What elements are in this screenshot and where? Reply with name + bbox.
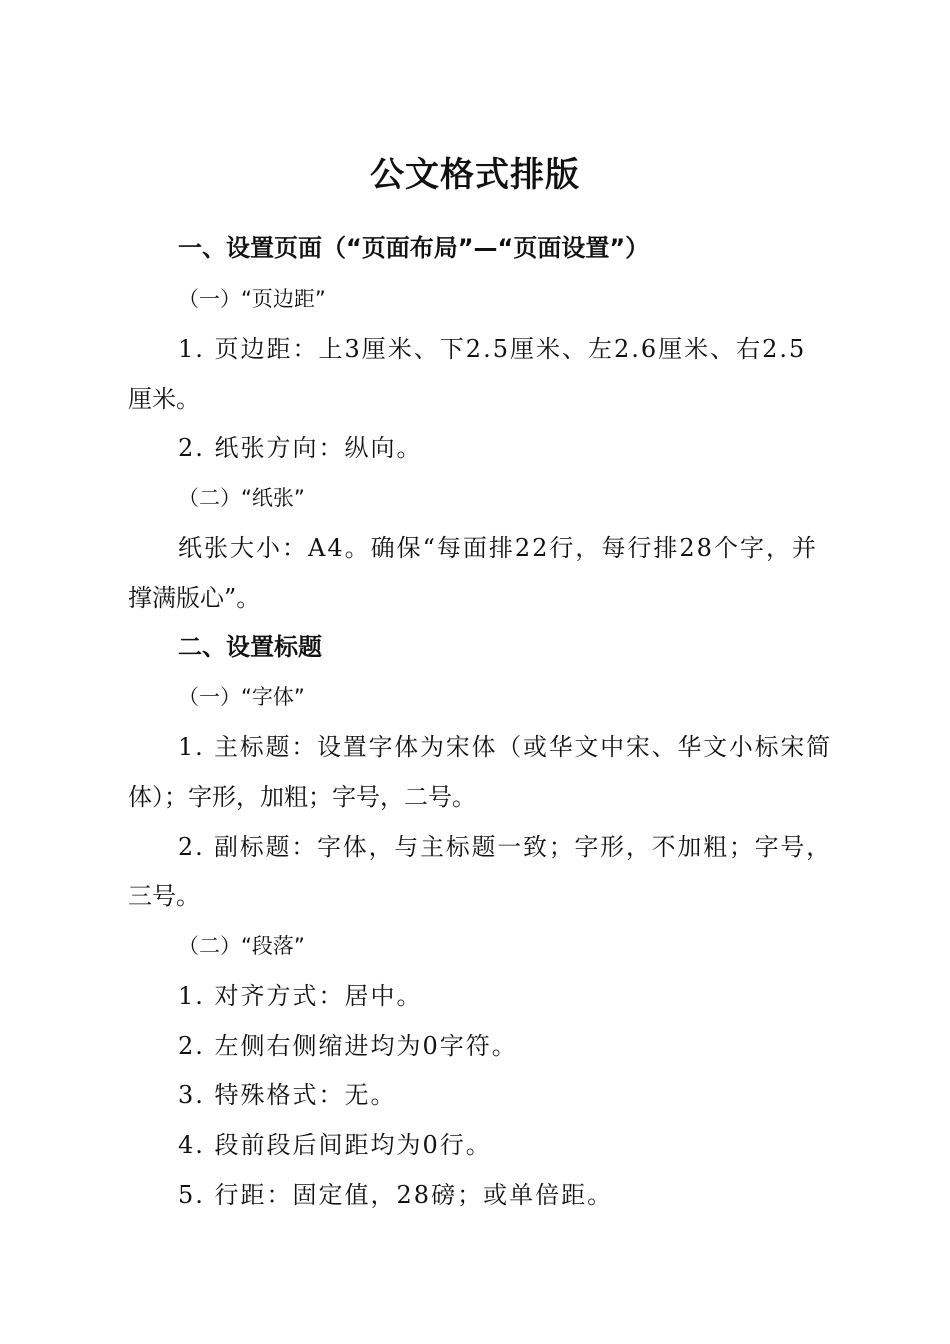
section2-sub1-item2-line2: 三号。: [128, 882, 200, 910]
document-title: 公文格式排版: [370, 155, 580, 195]
section1-heading: 一、设置页面（“页面布局”—“页面设置”）: [178, 234, 650, 262]
section1-sub1-heading: （一）“页边距”: [178, 287, 326, 311]
section1-sub2-para-line2: 撑满版心”。: [128, 584, 261, 612]
section1-sub1-item1-line2: 厘米。: [128, 385, 200, 413]
section2-sub2-item1: 1. 对齐方式：居中。: [178, 982, 423, 1010]
section1-sub2-para-line1: 纸张大小：A4。确保“每面排22行，每行排28个字，并: [178, 534, 818, 562]
section2-sub2-heading: （二）“段落”: [178, 934, 305, 958]
section1-sub1-item1-line1: 1. 页边距：上3厘米、下2.5厘米、左2.6厘米、右2.5: [178, 335, 807, 363]
section2-sub2-item2: 2. 左侧右侧缩进均为0字符。: [178, 1032, 518, 1060]
section2-sub2-item5: 5. 行距：固定值，28磅；或单倍距。: [178, 1181, 614, 1209]
section2-heading: 二、设置标题: [178, 633, 322, 661]
section2-sub2-item4: 4. 段前段后间距均为0行。: [178, 1131, 492, 1159]
section2-sub2-item3: 3. 特殊格式：无。: [178, 1081, 397, 1109]
section1-sub2-heading: （二）“纸张”: [178, 486, 305, 510]
section2-sub1-item2-line1: 2. 副标题：字体，与主标题一致；字形，不加粗；字号，: [178, 833, 832, 861]
section2-sub1-heading: （一）“字体”: [178, 685, 305, 709]
section1-sub1-item2: 2. 纸张方向：纵向。: [178, 434, 423, 462]
section2-sub1-item1-line2: 体）；字形，加粗；字号，二号。: [128, 783, 476, 811]
section2-sub1-item1-line1: 1. 主标题：设置字体为宋体（或华文中宋、华文小标宋简: [178, 733, 832, 761]
